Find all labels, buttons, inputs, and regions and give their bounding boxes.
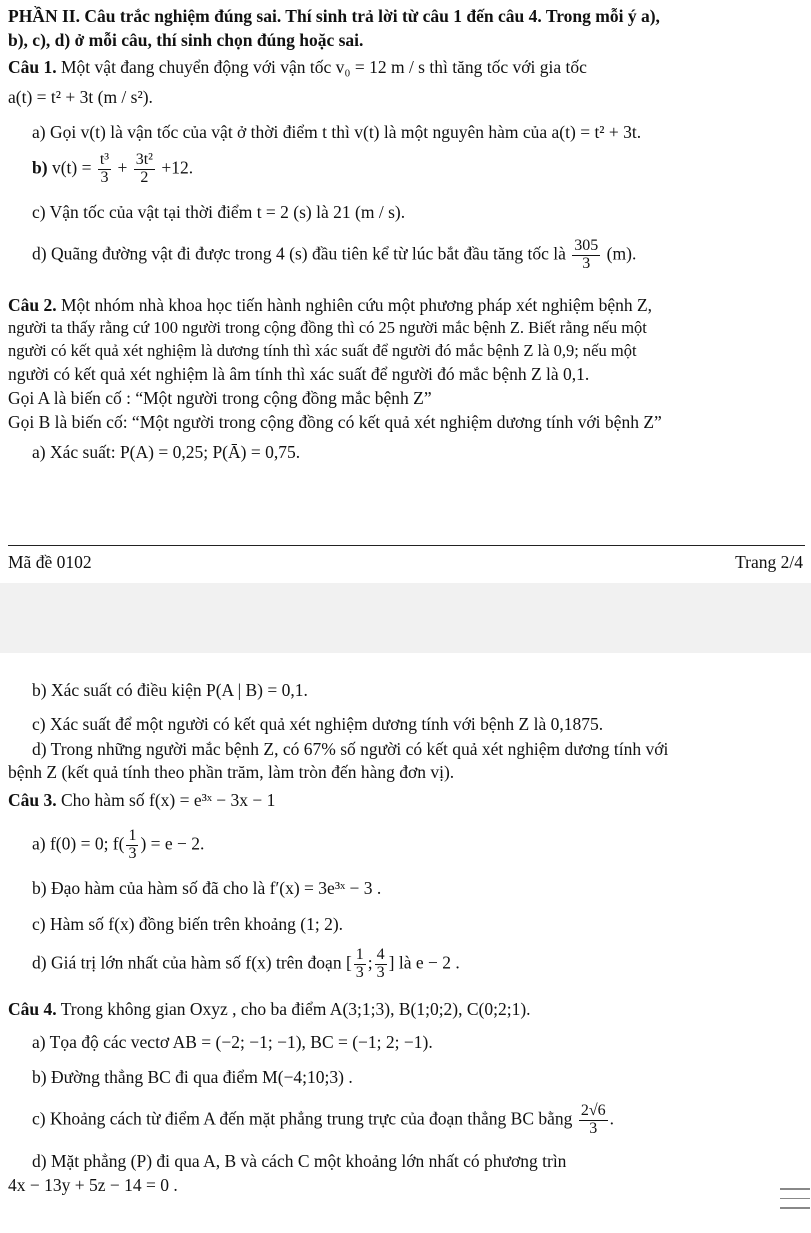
q1-option-a: a) Gọi v(t) là vận tốc của vật ở thời điểm t thì v(t) là một nguyên hàm của a(t) = t² + 3t. (32, 122, 642, 142)
q2-option-d-cont: bệnh Z (kết quả tính theo phần trăm, làm tròn đến hàng đơn vị). (8, 762, 455, 782)
q4-option-d: d) Mặt phẳng (P) đi qua A, B và cách C một khoảng lớn nhất có phương trìn (32, 1151, 567, 1171)
q1-option-d: d) Quãng đường vật đi được trong 4 (s) đầu tiên kể từ lúc bắt đầu tăng tốc là $\frac{305}{3}$ (m). (32, 237, 637, 272)
q1-intro-2: a(t) = t² + 3t (m / s²). (8, 87, 153, 107)
q2-line-6: Gọi B là biến cố: “Một người trong cộng đồng có kết quả xét nghiệm dương tính với bệnh Z” (8, 412, 662, 432)
q3-option-b: b) Đạo hàm của hàm số đã cho là f′(x) = 3e³ˣ − 3 . (32, 878, 382, 898)
q2-line-2: người ta thấy rằng cứ 100 người trong cộng đồng thì có 25 người mắc bệnh Z. Biết rằng nếu một (8, 318, 647, 337)
q2-option-a: a) Xác suất: P(A) = 0,25; P(Ā) = 0,75. (32, 442, 301, 462)
menu-icon[interactable] (780, 1180, 810, 1217)
q2-option-d: d) Trong những người mắc bệnh Z, có 67% số người có kết quả xét nghiệm dương tính với (32, 739, 669, 759)
q2-option-b: b) Xác suất có điều kiện P(A | B) = 0,1. (32, 680, 308, 700)
q2-line-4: người có kết quả xét nghiệm là âm tính thì xác suất để người đó mắc bệnh Z là 0,1. (8, 364, 590, 384)
q4-option-c: c) Khoảng cách từ điểm A đến mặt phẳng trung trực của đoạn thẳng BC bằng $\frac{2√6}{3}$ . (32, 1102, 614, 1137)
q1-option-c: c) Vận tốc của vật tại thời điểm t = 2 (s) là 21 (m / s). (32, 202, 406, 222)
q2-option-c: c) Xác suất để một người có kết quả xét nghiệm dương tính với bệnh Z là 0,1875. (32, 714, 604, 734)
page-top (0, 0, 811, 580)
part-title: PHẦN II. Câu trắc nghiệm đúng sai. Thí sinh trả lời từ câu 1 đến câu 4. Trong mỗi ý a), (8, 6, 660, 26)
footer-divider (8, 545, 805, 546)
q1-option-b: b) v(t) = $\frac{\text{t³}}{3}$ + $\frac{\text{3t²}}{2}$ +12. (32, 151, 194, 186)
q4-option-b: b) Đường thẳng BC đi qua điểm M(−4;10;3) . (32, 1067, 353, 1087)
page-number: Trang 2/4 (735, 552, 803, 572)
q2-line-3: người có kết quả xét nghiệm là dương tính thì xác suất để người đó mắc bệnh Z là 0,9; nếu một (8, 341, 637, 360)
q3-option-c: c) Hàm số f(x) đồng biến trên khoảng (1; 2). (32, 914, 344, 934)
q1-intro: Câu 1. Một vật đang chuyển động với vận tốc v₀ = 12 m / s thì tăng tốc với gia tốc (8, 57, 587, 77)
exam-code: Mã đề 0102 (8, 552, 92, 572)
q3-option-a: a) f(0) = 0; f( $\frac{1}{3}$ ) = e − 2. (32, 827, 205, 862)
q3-option-d: d) Giá trị lớn nhất của hàm số f(x) trên đoạn [ $\frac{1}{3}$ ; $\frac{4}{3}$ ] là e − 2 . (32, 946, 460, 981)
page-bottom (0, 653, 811, 1233)
q4-option-a: a) Tọa độ các vectơ AB = (−2; −1; −1), BC = (−1; 2; −1). (32, 1032, 433, 1052)
q4-option-d-cont: 4x − 13y + 5z − 14 = 0 . (8, 1175, 178, 1195)
q4-intro: Câu 4. Trong không gian Oxyz , cho ba điểm A(3;1;3), B(1;0;2), C(0;2;1). (8, 999, 531, 1019)
q2-line-1: Câu 2. Một nhóm nhà khoa học tiến hành nghiên cứu một phương pháp xét nghiệm bệnh Z, (8, 295, 653, 315)
q2-line-5: Gọi A là biến cố : “Một người trong cộng đồng mắc bệnh Z” (8, 388, 432, 408)
page-gap (0, 583, 811, 653)
q3-intro: Câu 3. Cho hàm số f(x) = e³ˣ − 3x − 1 (8, 790, 276, 810)
part-title-2: b), c), d) ở mỗi câu, thí sinh chọn đúng hoặc sai. (8, 30, 364, 50)
